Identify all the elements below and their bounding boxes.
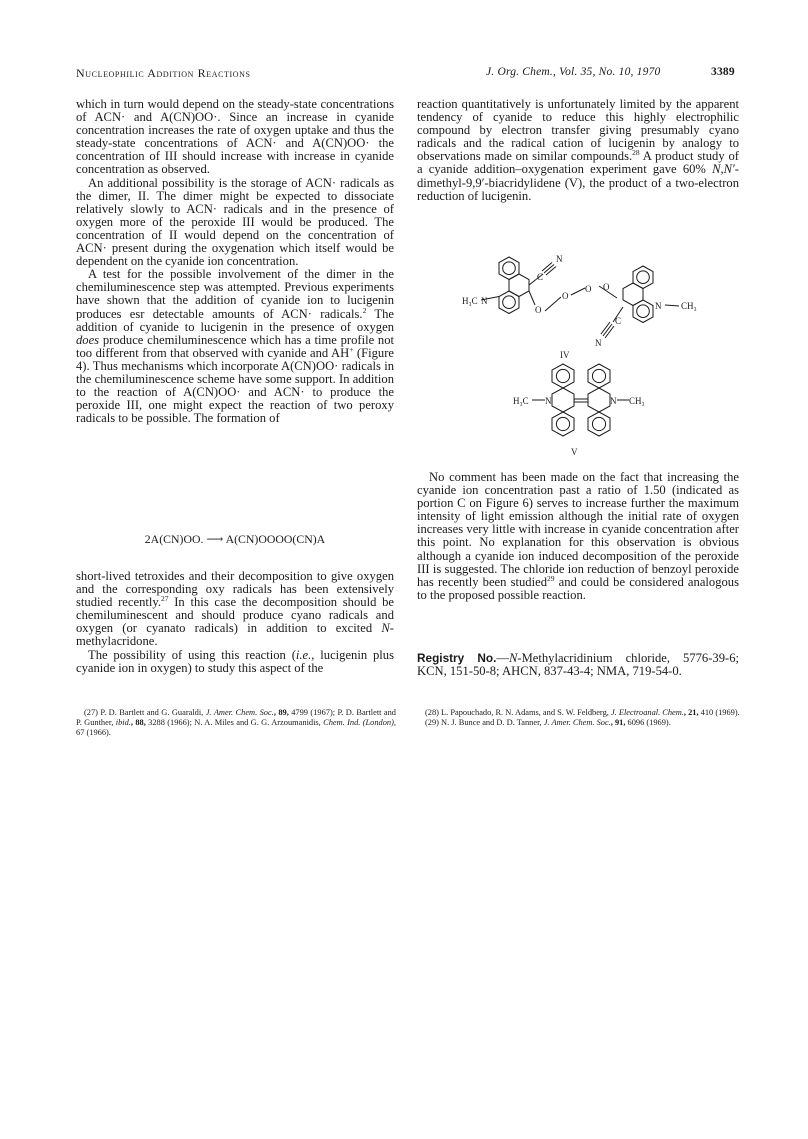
structure-iv-label: IV: [560, 350, 570, 360]
reaction-equation: 2A(CN)OO. ⟶ A(CN)OOOO(CN)A: [144, 532, 326, 546]
n-label: N: [545, 396, 552, 406]
reference-mark: 27: [161, 594, 169, 603]
o-label: O: [585, 284, 592, 294]
right-column: [417, 98, 739, 203]
paragraph: short-lived tetroxides and their decomposition to give oxygen and the corresponding oxy radicals has been extensively studied recently.$^{27}$ In this case the decomposition should be chemiluminescent and should produce cyano radicals and oxygen (or cyanato radicals) in addition to excited N-methylacridone.: [76, 569, 394, 649]
journal-citation: J. Org. Chem., Vol. 35, No. 10, 1970: [486, 66, 661, 78]
paragraph: reaction quantitatively is unfortunately limited by the apparent tendency of cyanide to reduce this highly electrophilic compound by electron transfer giving presumably cyano radicals and the radical cation of lucigenin by analogy to observations made on similar compounds.$^{28}$ A product study of a cyanide addition–oxygenation experiment gave 60% N,N′-dimethyl-9,9′-biacridylidene (V), the product of a two-electron reduction of lucigenin.: [417, 97, 739, 203]
n-label: N: [610, 396, 617, 406]
registry-label: Registry No.: [417, 651, 497, 665]
left-column-continued: [76, 570, 394, 675]
structure-v-label: V: [571, 447, 578, 457]
structure-iv: [481, 257, 679, 338]
n-label: N: [481, 296, 488, 306]
footnotes-right: [417, 708, 742, 728]
reference-mark: 28: [632, 148, 640, 158]
reference-mark: 29: [547, 573, 555, 583]
o-label: O: [603, 282, 610, 292]
c-label: C: [537, 272, 544, 282]
n-label: N: [556, 254, 563, 264]
right-column-continued: [417, 471, 739, 602]
footnote-27: (27) P. D. Bartlett and G. Guaraldi, J. Amer. Chem. Soc., 89, 4799 (1967); P. D. Bartlett and P. Gunther, ibid., 88, 3288 (1966); N. A. Miles and G. G. Arzoumanidis, Chem. Ind. (London), 67 (1966).: [76, 708, 396, 737]
paragraph: The possibility of using this reaction (i.e., lucigenin plus cyanide ion in oxygen) to study this aspect of the: [76, 647, 394, 675]
footnote-28: (28) L. Papouchado, R. N. Adams, and S. W. Feldberg, J. Electroanal. Chem., 21, 410 (1969).: [425, 708, 740, 717]
running-title: Nucleophilic Addition Reactions: [76, 66, 251, 80]
paragraph: A test for the possible involvement of the dimer in the chemiluminescence step was attempted. Previous experiments have shown that the addition of cyanide ion to lucigenin produces esr detectable amounts of ACN· radicals.$^2$ The addition of cyanide to lucigenin in the presence of oxygen does produce chemiluminescence which has a time profile not too different from that observed with cyanide and AH+ (Figure 4). Thus mechanisms which incorporate A(CN)OO· radicals in the chemiluminescence scheme have some support. In addition to the reaction of A(CN)OO· and ACN· to produce the peroxide III, one might expect the reaction of two peroxy radicals to be possible. The formation of: [76, 267, 394, 426]
left-column: [76, 98, 394, 425]
chemical-structures: [417, 250, 739, 465]
paragraph: which in turn would depend on the steady-state concentrations of ACN· and A(CN)OO·. Since an increase in cyanide concentration increases the rate of oxygen uptake and thus the steady-state concentrations of ACN· and A(CN)OO· the concentration of III should increase with increase in cyanide concentration as observed.: [76, 97, 394, 177]
o-label: O: [562, 291, 569, 301]
ch3-label: CH₃: [681, 301, 697, 311]
paragraph: No comment has been made on the fact that increasing the cyanide ion concentration past a ratio of 1.50 (indicated as portion C on Figure 6) serves to increase further the maximum intensity of light emission although the initial rate of oxygen increases very little with increase in cyanide concentration after this point. No explanation for this observation is obvious although a cyanide ion induced decomposition of the peroxide III is suggested. The chloride ion reduction of benzoyl peroxide has recently been studied$^{29}$ and could be considered analogous to the proposed possible reaction.: [417, 470, 739, 602]
o-label: O: [535, 305, 542, 315]
footnote-29: (29) N. J. Bunce and D. D. Tanner, J. Amer. Chem. Soc., 91, 6096 (1969).: [425, 718, 671, 727]
paragraph: An additional possibility is the storage of ACN· radicals as the dimer, II. The dimer might be expected to dissociate relatively slowly to ACN· radicals and in the presence of oxygen more of the peroxide III would be produced. The concentration of II would depend on the concentration of ACN· present during the oxygenation which itself would be dependent on the cyanide ion concentration.: [76, 175, 394, 269]
h3c-label: H₃C: [462, 296, 478, 306]
n-label: N: [595, 338, 602, 348]
page-number: 3389: [711, 66, 735, 78]
h3c-label: H₃C: [513, 396, 529, 406]
registry-numbers: Registry No.—N-Methylacridinium chloride, 5776-39-6; KCN, 151-50-8; AHCN, 837-43-4; NMA, 719-54-0.: [417, 651, 739, 679]
c-label: C: [615, 316, 622, 326]
n-label: N: [655, 301, 662, 311]
reference-mark: 2: [362, 305, 367, 315]
ch3-label: CH₃: [629, 396, 645, 406]
